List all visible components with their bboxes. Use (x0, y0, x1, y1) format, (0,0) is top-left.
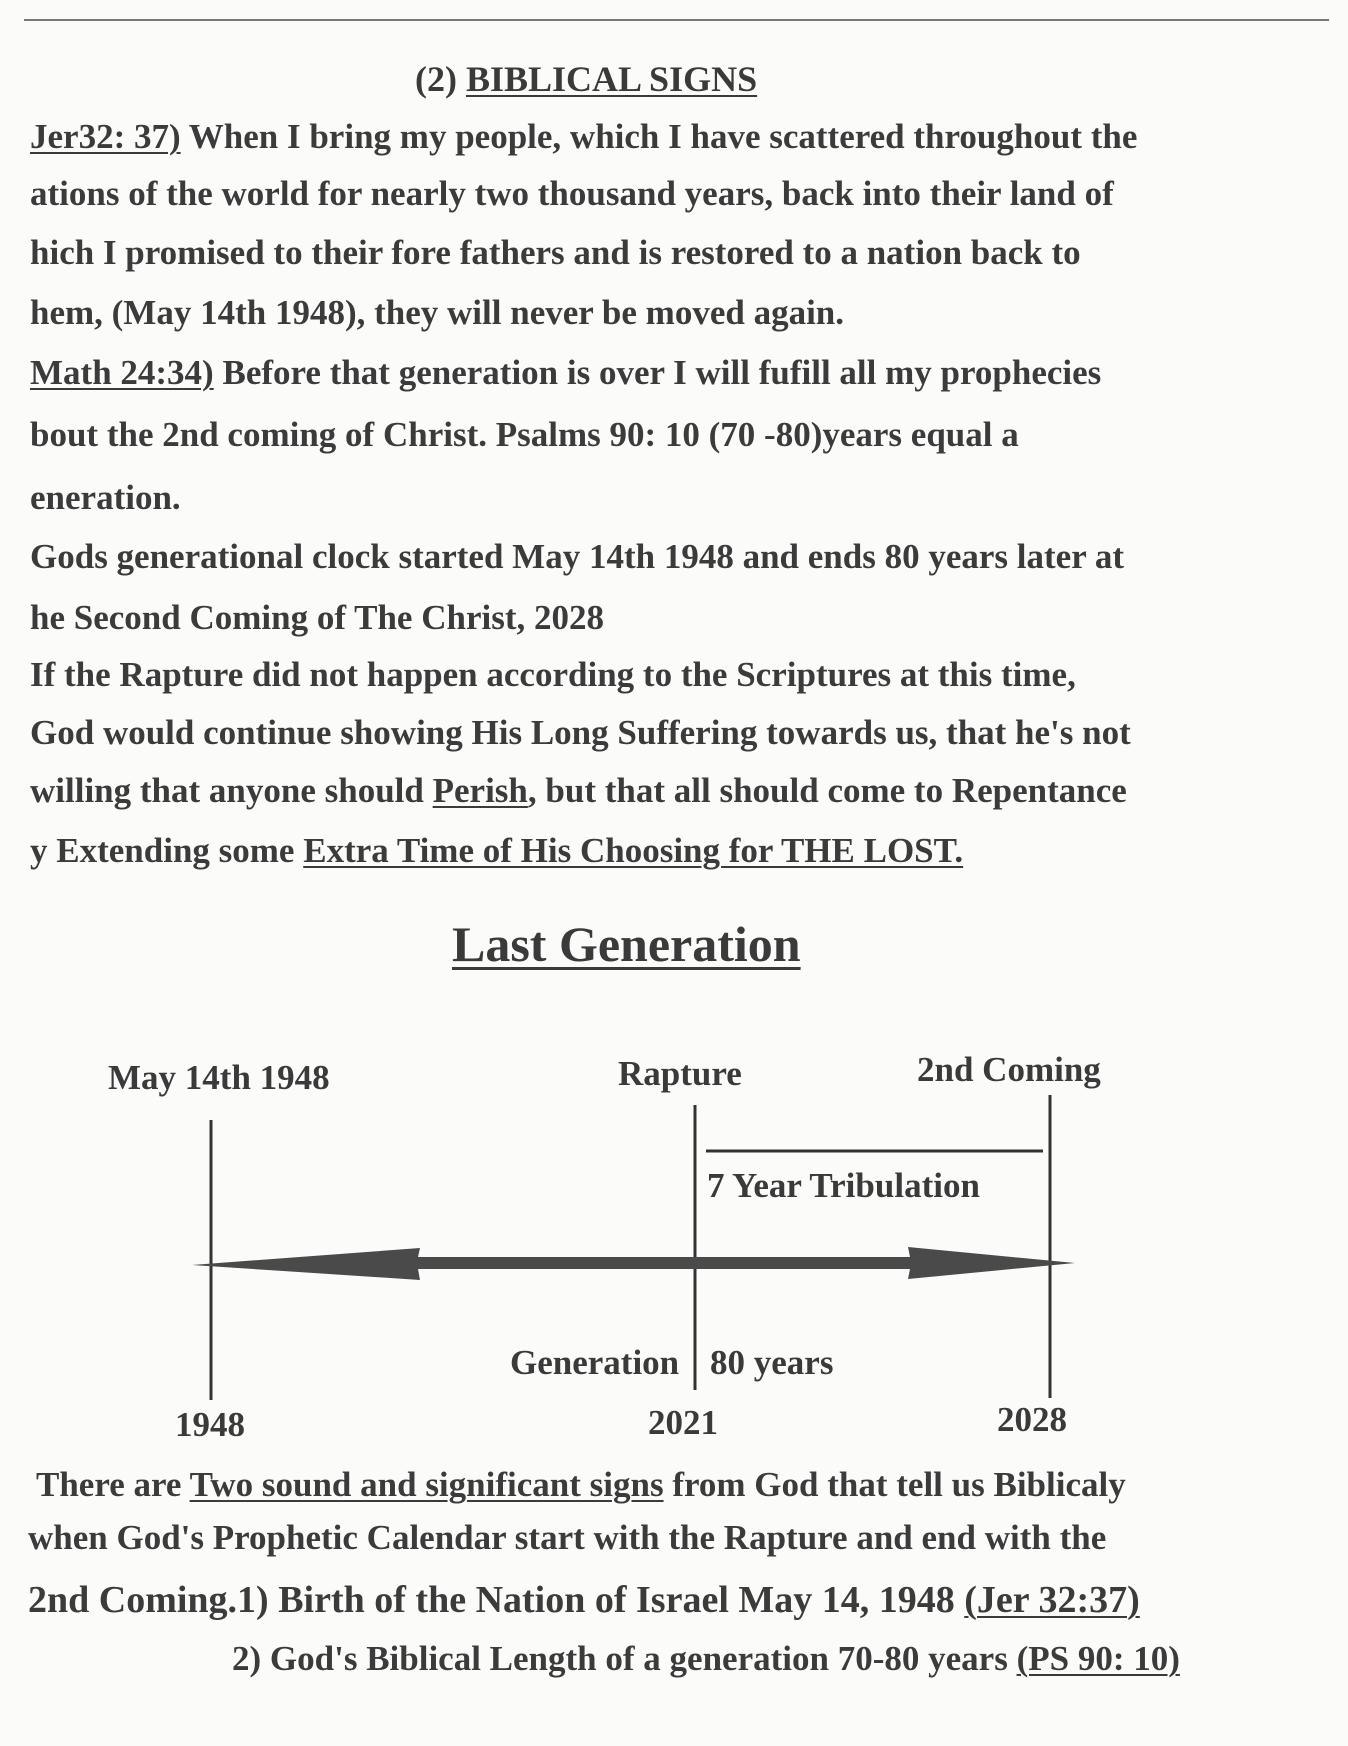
year-1948: 1948 (175, 1405, 245, 1444)
label-2nd-coming: 2nd Coming (917, 1050, 1101, 1089)
p1-line4: hem, (May 14th 1948), they will never be moved again. (30, 293, 845, 332)
p4-line3-post: , but that all should come to Repentance (527, 771, 1127, 810)
year-2028: 2028 (997, 1400, 1067, 1439)
p1-line1-text: When I bring my people, which I have scattered throughout the (180, 117, 1138, 156)
closing-line3 (28, 1578, 1140, 1622)
heading-title: BIBLICAL SIGNS (465, 59, 758, 99)
p4-extra-time: Extra Time of His Choosing for THE LOST. (303, 831, 964, 870)
p4-line1: If the Rapture did not happen according to the Scriptures at this time, (30, 655, 1076, 694)
p4-line4-pre: y Extending some (30, 831, 304, 870)
closing-line4 (232, 1639, 1180, 1679)
p3-line2: he Second Coming of The Christ, 2028 (30, 598, 604, 637)
label-rapture: Rapture (618, 1054, 742, 1093)
closing-ps-ref: (PS 90: 10) (1016, 1639, 1180, 1678)
generation-arrow (192, 1247, 1075, 1280)
p2-line1-text: Before that generation is over I will fufill all my prophecies (213, 353, 1102, 392)
closing-line2: when God's Prophetic Calendar start with the Rapture and end with the (28, 1518, 1107, 1557)
p4-line2: God would continue showing His Long Suffering towards us, that he's not (30, 713, 1131, 752)
p1-line3: hich I promised to their fore fathers and is restored to a nation back to (30, 233, 1081, 272)
closing-line1-post: from God that tell us Biblicaly (663, 1465, 1126, 1504)
p2-line3: eneration. (30, 478, 181, 517)
p4-line3-pre: willing that anyone should (30, 771, 433, 810)
label-may-1948: May 14th 1948 (108, 1058, 330, 1097)
closing-line1 (36, 1465, 1126, 1505)
closing-line4-pre: 2) God's Biblical Length of a generation 70-80 years (232, 1639, 1017, 1678)
label-tribulation: 7 Year Tribulation (707, 1166, 980, 1205)
p2-line2: bout the 2nd coming of Christ. Psalms 90: 10 (70 -80)years equal a (30, 415, 1019, 454)
closing-line1-pre: There are (36, 1465, 190, 1504)
p3-line1: Gods generational clock started May 14th 1948 and ends 80 years later at (30, 537, 1125, 576)
p2-reference: Math 24:34) (30, 353, 214, 392)
label-generation: Generation (510, 1343, 680, 1382)
timeline-title: Last Generation (452, 916, 801, 972)
p1-line2: ations of the world for nearly two thousand years, back into their land of (30, 174, 1114, 213)
year-2021: 2021 (648, 1403, 718, 1442)
heading-prefix: (2) (415, 59, 466, 99)
closing-two-signs: Two sound and significant signs (189, 1465, 664, 1504)
label-80-years: 80 years (710, 1343, 834, 1382)
p4-perish: Perish (432, 771, 528, 810)
p1-reference: Jer32: 37) (30, 117, 181, 156)
closing-line3-pre: 2nd Coming.1) Birth of the Nation of Israel May 14, 1948 (28, 1579, 965, 1621)
closing-jer-ref: (Jer 32:37) (964, 1579, 1140, 1621)
